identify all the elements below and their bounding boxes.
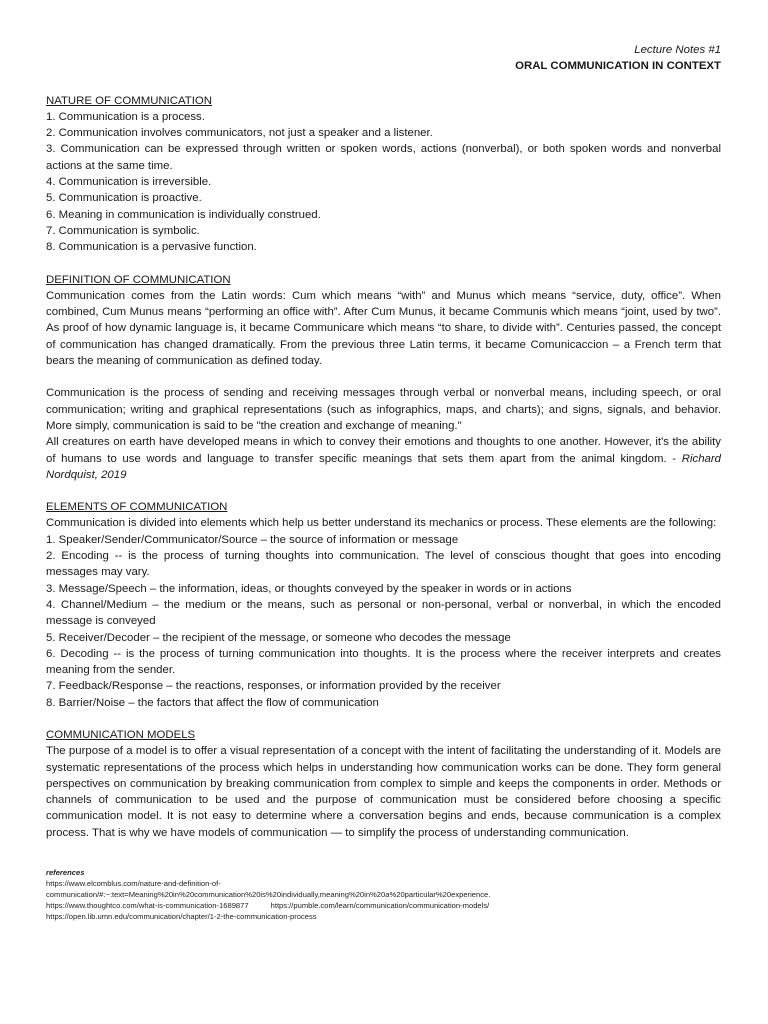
section-title-elements: ELEMENTS OF COMMUNICATION: [46, 501, 228, 514]
list-item: 2. Communication involves communicators, not just a speaker and a listener.: [46, 127, 433, 140]
list-item: 3. Communication can be expressed through written or spoken words, actions (nonverbal), or both spoken words and nonverbal actions at the same time.: [46, 143, 721, 172]
section-title-nature: NATURE OF COMMUNICATION: [46, 94, 212, 107]
list-item: 7. Feedback/Response – the reactions, responses, or information provided by the receiver: [46, 680, 501, 693]
list-item: 7. Communication is symbolic.: [46, 224, 200, 237]
list-item: 8. Communication is a pervasive function.: [46, 241, 257, 254]
elements-list: [46, 532, 721, 711]
list-item: 1. Communication is a process.: [46, 110, 205, 123]
quote-text: All creatures on earth have developed means in which to convey their emotions and thoughts to one another. However, it's the ability of humans to use words and language to transfer specific meanings that sets them apart from the animal kingdom. -: [46, 436, 721, 465]
lecture-number: Lecture Notes #1: [634, 44, 721, 56]
definition-paragraph: Communication is the process of sending and receiving messages through verbal or nonverbal means, including speech, or oral communication; writing and graphical representations (such as infographics, maps, and charts); and signs, signals, and behavior. More simply, communication is said to be "the creation and exchange of meaning.": [46, 387, 721, 432]
models-paragraph: The purpose of a model is to offer a visual representation of a concept with the intent of facilitating the understanding of it. Models are systematic representations of the process which helps in understanding how communication works can be done. They form general perspectives on communication by breaking communication from complex to simple and keeps the components in order. Methods or channels of communication to be used and the purpose of communication must be considered before choosing a specific communication model. It is not easy to determine where a conversation begins and ends, because communication is a complex process. That is why we have models of communication — to simplify the process of understanding communication.: [46, 745, 721, 839]
references-title: references: [46, 868, 85, 878]
paragraph-gap: [46, 369, 721, 385]
list-item: 1. Speaker/Sender/Communicator/Source – the source of information or message: [46, 533, 459, 546]
reference-link[interactable]: communication/#:~:text=Meaning%20in%20communication%20is%20individually,meaning%20in%20a%20particular%20experience.: [46, 890, 491, 900]
reference-link[interactable]: https://pumble.com/learn/communication/communication-models/: [270, 901, 490, 911]
nature-list: [46, 109, 721, 256]
list-item: 6. Decoding -- is the process of turning communication into thoughts. It is the process where the receiver interprets and creates meaning from the sender.: [46, 647, 721, 677]
reference-row: [46, 900, 721, 911]
section-title-definition: DEFINITION OF COMMUNICATION: [46, 273, 231, 286]
reference-link[interactable]: https://open.lib.umn.edu/communication/chapter/1-2-the-communication-process: [46, 912, 317, 922]
document-header: [46, 42, 721, 75]
definition-quote: [46, 434, 721, 483]
document-page: [46, 42, 721, 922]
reference-link[interactable]: https://www.thoughtco.com/what-is-communication-1689877: [46, 901, 249, 911]
section-title-models: COMMUNICATION MODELS: [46, 728, 196, 741]
list-item: 5. Communication is proactive.: [46, 192, 202, 205]
quote-attribution: Richard Nordquist, 2019: [46, 452, 721, 481]
reference-link[interactable]: https://www.elcomblus.com/nature-and-definition-of-: [46, 879, 221, 889]
list-item: 8. Barrier/Noise – the factors that affect the flow of communication: [46, 696, 379, 709]
list-item: 5. Receiver/Decoder – the recipient of the message, or someone who decodes the message: [46, 631, 511, 644]
elements-intro: Communication is divided into elements which help us better understand its mechanics or process. These elements are the following:: [46, 517, 717, 530]
list-item: 4. Communication is irreversible.: [46, 176, 212, 189]
list-item: 6. Meaning in communication is individually construed.: [46, 208, 321, 221]
list-item: 3. Message/Speech – the information, ideas, or thoughts conveyed by the speaker in words or in actions: [46, 582, 572, 595]
list-item: 4. Channel/Medium – the medium or the means, such as personal or non-personal, verbal or nonverbal, in which the encoded message is conveyed: [46, 598, 721, 628]
definition-paragraph: Communication comes from the Latin words: Cum which means “with” and Munus which means “service, duty, office”. When combined, Cum Munus means “performing an office with”. After Cum Munus, it became Communis which means “joint, used by two”. As proof of how dynamic language is, it became Communicare which means “to share, to divide with”. Centuries passed, the concept of communication has changed dramatically. From the previous three Latin terms, it became Comunicaccion – a French term that bears the meaning of communication as defined today.: [46, 289, 721, 368]
references: [46, 867, 721, 922]
document-title: ORAL COMMUNICATION IN CONTEXT: [515, 60, 721, 73]
list-item: 2. Encoding -- is the process of turning thoughts into communication. The level of conscious thought that goes into encoding messages may vary.: [46, 550, 721, 579]
